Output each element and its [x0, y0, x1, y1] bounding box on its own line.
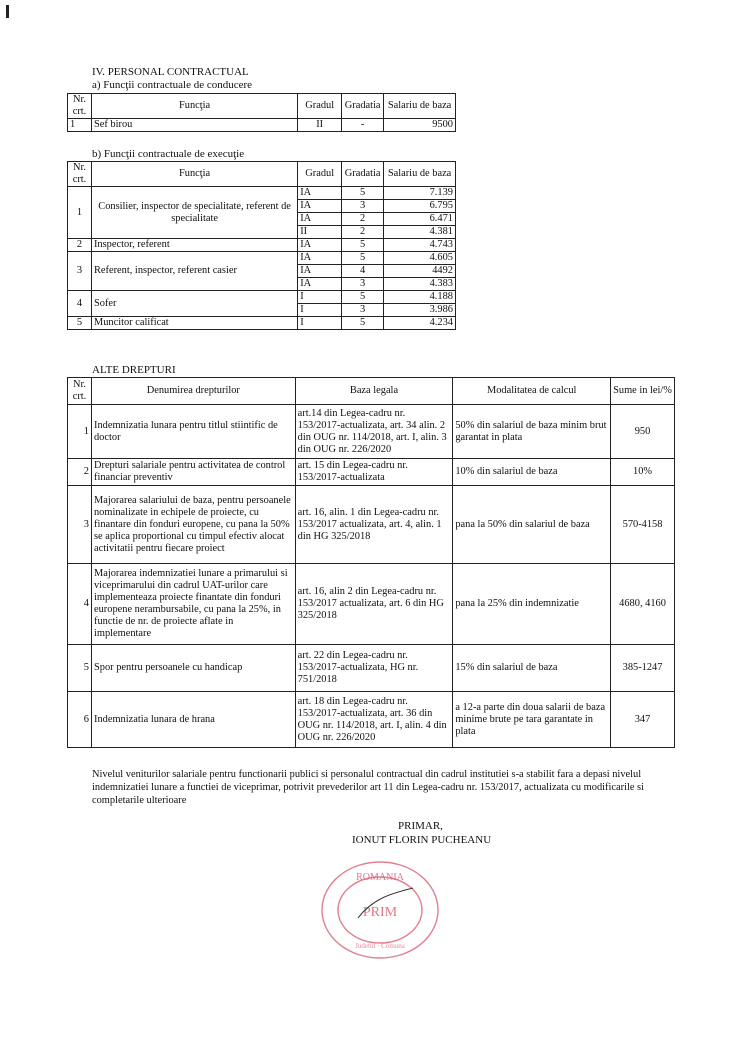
cell-gradatia: 5: [342, 187, 384, 200]
header-functia: Funcţia: [91, 162, 297, 187]
cell-salariu: 4.234: [384, 317, 456, 330]
signature-name: IONUT FLORIN PUCHEANU: [352, 834, 492, 846]
header-nr: Nr. crt.: [68, 378, 92, 405]
cell-salariu: 4.743: [384, 239, 456, 252]
header-gradul: Gradul: [298, 94, 342, 119]
header-gradatia: Gradatia: [342, 162, 384, 187]
header-functia: Funcţia: [91, 94, 297, 119]
cell-gradul: IA: [298, 213, 342, 226]
header-denumire: Denumirea drepturilor: [91, 378, 295, 405]
cell-denumire: Indemnizatia lunara pentru titlul stiintific de doctor: [91, 405, 295, 459]
table-header-row: [68, 378, 675, 405]
cell-baza: art.14 din Legea-cadru nr. 153/2017-actualizata, art. 34 alin. 2 din OUG nr. 114/2018, art. I, alin. 3 din OUG nr. 226/2020: [295, 405, 453, 459]
cell-functia: Referent, inspector, referent casier: [91, 252, 297, 291]
cell-salariu: 4.381: [384, 226, 456, 239]
table-header-row: [68, 94, 456, 119]
cell-denumire: Indemnizatia lunara de hrana: [91, 692, 295, 748]
stamp-center-text: PRIM: [362, 905, 398, 920]
cell-nr: 2: [68, 459, 92, 486]
cell-functia: Muncitor calificat: [91, 317, 297, 330]
cell-nr: 1: [68, 405, 92, 459]
rights-title: ALTE DREPTURI: [92, 364, 176, 376]
cell-sume: 570-4158: [611, 486, 675, 564]
table-row: [68, 486, 675, 564]
cell-denumire: Spor pentru persoanele cu handicap: [91, 645, 295, 692]
cell-gradatia: -: [342, 119, 384, 132]
header-salariu: Salariu de baza: [384, 94, 456, 119]
cell-gradatia: 2: [342, 213, 384, 226]
leadership-table: [67, 93, 456, 132]
cell-gradatia: 3: [342, 278, 384, 291]
cell-sume: 10%: [611, 459, 675, 486]
table-row: [68, 252, 456, 265]
cell-gradul: IA: [298, 239, 342, 252]
header-nr: Nr. crt.: [68, 94, 92, 119]
cell-functia: Sofer: [91, 291, 297, 317]
table-row: [68, 187, 456, 200]
cell-denumire: Majorarea salariului de baza, pentru persoanele nominalizate in echipele de proiecte, cu finantare din fonduri europene, cu pana la 50% se aplica proportional cu timpul efectiv alocat activitatii pentru fiecare proiect: [91, 486, 295, 564]
cell-calcul: pana la 25% din indemnizatie: [453, 564, 611, 645]
cell-calcul: 10% din salariul de baza: [453, 459, 611, 486]
header-salariu: Salariu de baza: [384, 162, 456, 187]
cell-gradul: I: [298, 317, 342, 330]
cell-nr: 3: [68, 486, 92, 564]
cell-calcul: 15% din salariul de baza: [453, 645, 611, 692]
cell-salariu: 4492: [384, 265, 456, 278]
cell-nr: 1: [68, 187, 92, 239]
header-calcul: Modalitatea de calcul: [453, 378, 611, 405]
header-nr: Nr. crt.: [68, 162, 92, 187]
cell-salariu: 6.471: [384, 213, 456, 226]
stamp-ring-text: Judetul · Comuna: [355, 942, 405, 950]
cell-salariu: 9500: [384, 119, 456, 132]
cell-sume: 385-1247: [611, 645, 675, 692]
cell-gradatia: 5: [342, 252, 384, 265]
cell-gradul: IA: [298, 265, 342, 278]
cell-nr: 3: [68, 252, 92, 291]
cell-functia: Consilier, inspector de specialitate, referent de specialitate: [91, 187, 297, 239]
cell-gradatia: 5: [342, 291, 384, 304]
execution-subtitle: b) Funcţii contractuale de execuţie: [92, 148, 245, 160]
cell-baza: art. 16, alin 2 din Legea-cadru nr. 153/2017 actualizata, art. 6 din HG 325/2018: [295, 564, 453, 645]
table-row: [68, 119, 456, 132]
rights-table: [67, 377, 675, 748]
execution-table: [67, 161, 456, 330]
cell-functia: Sef birou: [91, 119, 297, 132]
table-row: [68, 459, 675, 486]
cell-nr: 1: [68, 119, 92, 132]
section-title: IV. PERSONAL CONTRACTUAL: [92, 66, 249, 78]
cell-gradatia: 3: [342, 304, 384, 317]
cell-calcul: pana la 50% din salariul de baza: [453, 486, 611, 564]
table-row: [68, 405, 675, 459]
table-row: [68, 692, 675, 748]
cell-sume: 4680, 4160: [611, 564, 675, 645]
cell-denumire: Majorarea indemnizatiei lunare a primarului si viceprimarului din cadrul UAT-urilor care implementeaza proiecte finantate din fonduri europene nerambursabile, cu pana la 25%, in functie de nr. de proiecte aflate in implementare: [91, 564, 295, 645]
cell-gradul: IA: [298, 200, 342, 213]
header-baza: Baza legala: [295, 378, 453, 405]
cell-gradul: IA: [298, 187, 342, 200]
official-stamp-icon: [318, 858, 442, 962]
cell-gradul: IA: [298, 278, 342, 291]
cell-gradatia: 5: [342, 317, 384, 330]
cell-sume: 950: [611, 405, 675, 459]
cell-nr: 2: [68, 239, 92, 252]
cell-baza: art. 15 din Legea-cadru nr. 153/2017-actualizata: [295, 459, 453, 486]
cell-gradul: I: [298, 291, 342, 304]
cell-baza: art. 22 din Legea-cadru nr. 153/2017-actualizata, HG nr. 751/2018: [295, 645, 453, 692]
header-gradatia: Gradatia: [342, 94, 384, 119]
scan-edge-mark: [6, 5, 9, 18]
table-row: [68, 317, 456, 330]
cell-gradul: II: [298, 119, 342, 132]
cell-nr: 4: [68, 564, 92, 645]
cell-denumire: Drepturi salariale pentru activitatea de control financiar preventiv: [91, 459, 295, 486]
cell-salariu: 6.795: [384, 200, 456, 213]
table-row: [68, 564, 675, 645]
leadership-subtitle: a) Funcţii contractuale de conducere: [92, 79, 253, 91]
cell-baza: art. 18 din Legea-cadru nr. 153/2017-actualizata, art. 36 din OUG nr. 114/2018, art. I, alin. 4 din OUG nr. 226/2020: [295, 692, 453, 748]
cell-gradatia: 5: [342, 239, 384, 252]
cell-salariu: 4.188: [384, 291, 456, 304]
cell-salariu: 4.605: [384, 252, 456, 265]
cell-calcul: 50% din salariul de baza minim brut garantat in plata: [453, 405, 611, 459]
cell-salariu: 7.139: [384, 187, 456, 200]
cell-gradul: II: [298, 226, 342, 239]
cell-gradatia: 4: [342, 265, 384, 278]
cell-gradatia: 2: [342, 226, 384, 239]
signature-role: PRIMAR,: [398, 820, 443, 832]
table-header-row: [68, 162, 456, 187]
cell-nr: 5: [68, 645, 92, 692]
header-sume: Sume in lei/%: [611, 378, 675, 405]
table-row: [68, 645, 675, 692]
header-gradul: Gradul: [298, 162, 342, 187]
cell-gradul: IA: [298, 252, 342, 265]
salary-level-note: Nivelul veniturilor salariale pentru functionarii publici si personalul contractual din cadrul institutiei s-a stabilit fara a depasi nivelul indemnizatiei lunare a functiei de viceprimar, potrivit prevederilor art 11 din Legea-cadru nr. 153/2017, actualizata cu modificarile si completarile ulterioare: [92, 769, 644, 806]
cell-salariu: 4.383: [384, 278, 456, 291]
cell-calcul: a 12-a parte din doua salarii de baza minime brute pe tara garantate in plata: [453, 692, 611, 748]
cell-nr: 6: [68, 692, 92, 748]
cell-sume: 347: [611, 692, 675, 748]
table-row: [68, 239, 456, 252]
cell-nr: 5: [68, 317, 92, 330]
stamp-top-text: ROMANIA: [356, 872, 404, 883]
cell-gradul: I: [298, 304, 342, 317]
cell-salariu: 3.986: [384, 304, 456, 317]
cell-gradatia: 3: [342, 200, 384, 213]
table-row: [68, 291, 456, 304]
cell-baza: art. 16, alin. 1 din Legea-cadru nr. 153/2017 actualizata, art. 4, alin. 1 din HG 325/2018: [295, 486, 453, 564]
cell-functia: Inspector, referent: [91, 239, 297, 252]
cell-nr: 4: [68, 291, 92, 317]
